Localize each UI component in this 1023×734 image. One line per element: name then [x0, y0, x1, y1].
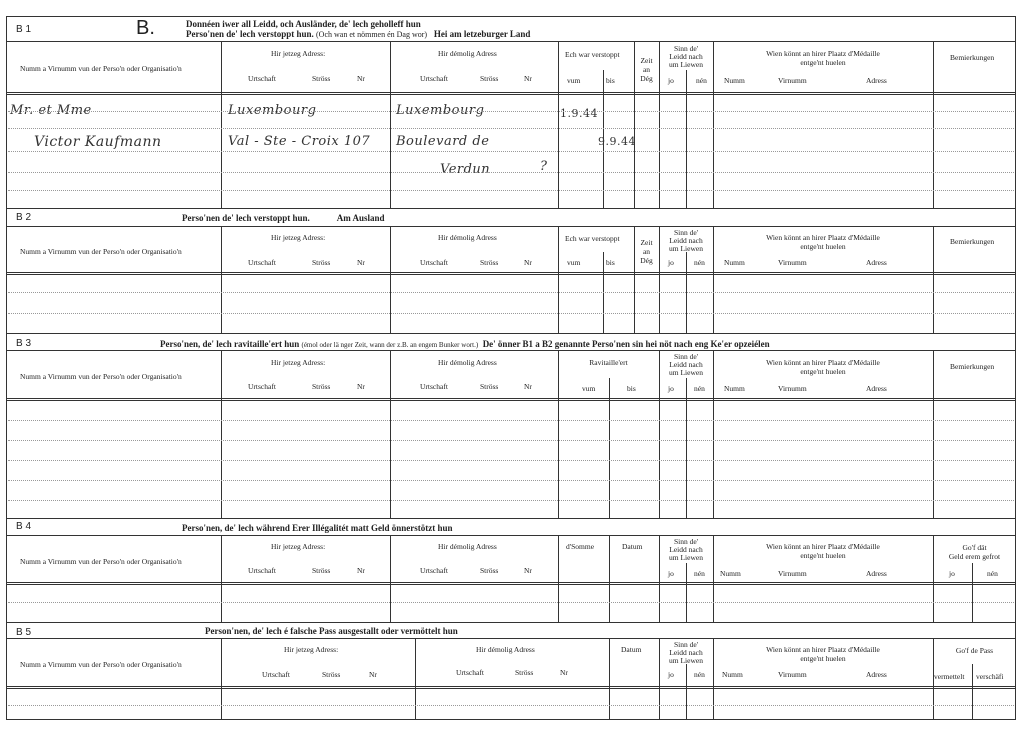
b3-col-ravitaille: Ravitaille'ert [589, 358, 628, 367]
b4-title: Perso'nen, de' lech während Erer Illégalitét matt Geld önnerstötzt hun [182, 523, 453, 533]
entry-name-title: Mr. et Mme [10, 103, 92, 118]
entry-former-street-2: Verdun [440, 162, 491, 177]
entry-former-street: Boulevard de [396, 134, 490, 149]
b3-title: Perso'nen, de' lech ravitaille'ert hun (émol oder lä nger Zeit, wann der z.B. an engem Bunker wort.) De' önner B1 a B2 genannte Perso'nen sin hei nöt nach eng Ke'er opzeiélen [160, 339, 770, 349]
entry-hidden-from: 1.9.44 [560, 107, 598, 120]
b1-col-name: Numm a Virnumm vun der Perso'n oder Organisatio'n [20, 64, 182, 73]
section-code-b5: B 5 [16, 627, 32, 638]
entry-question-mark: ? [540, 159, 548, 174]
b4-col-date: Datum [622, 542, 643, 551]
b1-col-current-address: Hir jetzeg Adress: [271, 49, 326, 58]
b5-col-pass: Go'f de Pass [955, 646, 994, 655]
b5-col-name: Numm a Virnumm vun der Perso'n oder Organisatio'n [20, 660, 182, 669]
form-letter: B. [136, 17, 155, 39]
b4-col-sum: d'Somme [566, 542, 595, 551]
section-code-b1: B 1 [16, 24, 32, 35]
section-code-b2: B 2 [16, 212, 32, 223]
resistance-questionnaire-page: B 1 B. Donnéen iwer all Leidd, och Ausländer, de' lech geholleff hun Perso'nen de' lech verstoppt hun. (Och wan et nömmen én Dag wor) Hei am letzeburger Land Numm a Virnumm vun der Perso'n oder Organisatio'n Hir jetzeg Adress: Urtschaft Ströss Nr Hir démolig Adress Urtschaft Ströss Nr Ech war verstoppt vum bis Zeit an Dég Sinn de' Leidd nach um Liewen jo nén Wien könnt an hirer Plaatz d'Médaille entge'nt huelen Numm Virnumm Adress Bemierkungen Mr. et Mme Victor Kaufmann Luxembourg Val - Ste - Croix 107 Luxembourg Boulevard de Verdun ? 1.9.44 9.9.44 B 2 Perso'nen de' lech verstoppt hun. Am Ausland Numm a Virnumm vun der Perso'n oder Organisatio'n Hir jetzeg Adress: Urtschaft Ströss Nr Hir démolig Adress Urtschaft Ströss Nr Ech war verstoppt vum bis Zeit an Dég Sinn de' Leidd nach um Liewen jo nén Wien könnt an hirer Plaatz d'Médaille entge'nt huelen Numm Virnumm Adress Bemierkungen B 3 Perso'nen, de' lech ravitaille'ert hun (émol oder lä nger Zeit, wann der z.B. an engem Bunker wort.) De' önner B1 a B2 genannte Perso'nen sin hei nöt nach eng Ke'er opzeiélen Numm a Virnumm vun der Perso'n oder Organisatio'n Hir jetzeg Adress: Urtschaft Ströss Nr Hir démolig Adress Urtschaft Ströss Nr Ravitaille'ert vum bis Sinn de' Leidd nach um Liewen jo nén Wien könnt an hirer Plaatz d'Médaille entge'nt huelen Numm Virnumm Adress Bemierkungen B 4 Perso'nen, de' lech während Erer Illégalitét matt Geld önnerstötzt hun Numm a Virnumm vun der Perso'n oder Organisatio'n Hir jetzeg Adress: Urtschaft Ströss Nr Hir démolig Adress Urtschaft Ströss Nr d'Somme Datum Sinn de' Leidd nach um Liewen jo nén Wien könnt an hirer Plaatz d'Médaille entge'nt huelen Numm Virnumm Adress Go'f dät Geld erem gefrot jo nén B 5 Person'nen, de' lech é falsche Pass ausgestallt oder vermöttelt hun Numm a Virnumm vun der Perso'n oder Organisatio'n Hir jetzeg Adress: Urtschaft Ströss Nr Hir démolig Adress Urtschaft Ströss Nr Datum Sinn de' Leidd nach um Liewen jo nén Wien könnt an hirer Plaatz d'Médaille entge'nt huelen Numm Virnumm Adress Go'f de Pass vermettelt verschäfi [0, 0, 1023, 734]
b1-title-line2: Perso'nen de' lech verstoppt hun. (Och wan et nömmen én Dag wor) Hei am letzeburger Land [186, 29, 531, 39]
b5-title: Person'nen, de' lech é falsche Pass ausgestallt oder vermöttelt hun [205, 626, 458, 636]
b4-col-money-2: Geld erem gefrot [948, 552, 1001, 561]
b1-title-line1: Donnéen iwer all Leidd, och Ausländer, de' lech geholleff hun [186, 19, 421, 29]
b2-col-name: Numm a Virnumm vun der Perso'n oder Organisatio'n [20, 247, 182, 256]
b2-title: Perso'nen de' lech verstoppt hun. Am Ausland [182, 213, 385, 223]
b1-col-former-address: Hir démolig Adress [438, 49, 497, 58]
b5-col-date: Datum [621, 645, 642, 654]
section-code-b4: B 4 [16, 521, 32, 532]
entry-name: Victor Kaufmann [34, 134, 162, 150]
entry-current-street: Val - Ste - Croix 107 [228, 134, 371, 149]
b3-col-name: Numm a Virnumm vun der Perso'n oder Organisatio'n [20, 372, 182, 381]
b4-col-name: Numm a Virnumm vun der Perso'n oder Organisatio'n [20, 557, 182, 566]
entry-hidden-until: 9.9.44 [598, 135, 636, 148]
entry-former-place: Luxembourg [396, 103, 485, 118]
b4-col-money-1: Go'f dät [962, 543, 987, 552]
section-code-b3: B 3 [16, 338, 32, 349]
entry-current-place: Luxembourg [228, 103, 317, 118]
